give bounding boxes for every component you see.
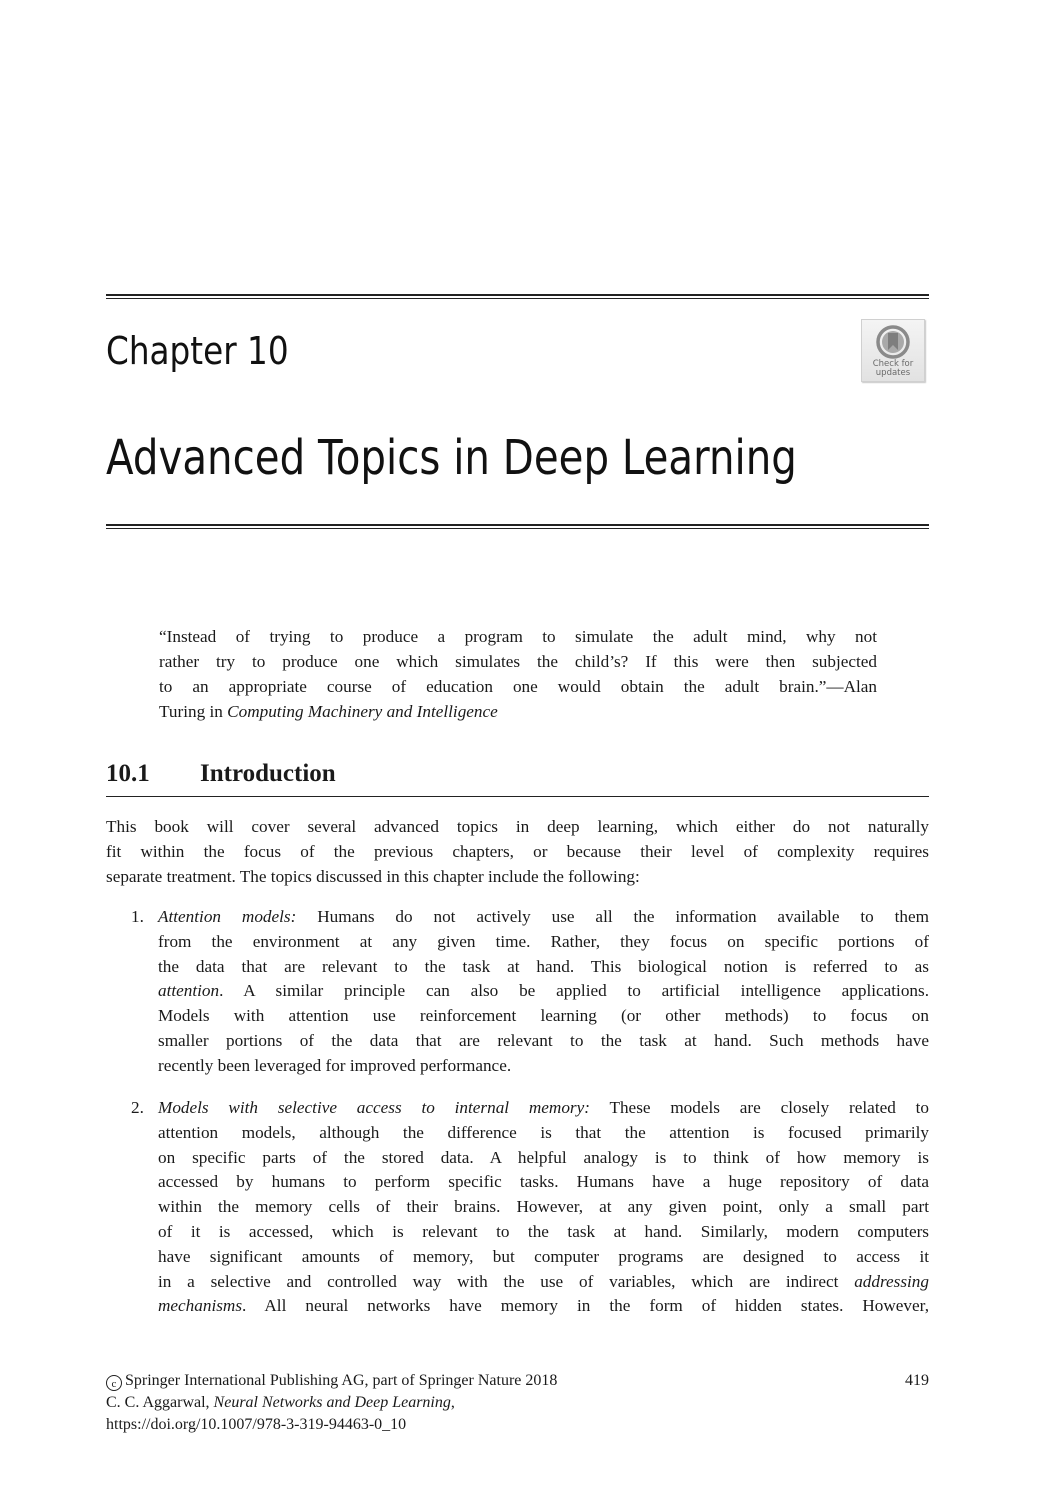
copyright-line (106, 1370, 929, 1392)
list-number: 2. (131, 1098, 144, 1117)
list-line: of it is accessed, which is relevant to the task at hand. Similarly, modern computers (158, 1221, 929, 1241)
header-rule-bottom (106, 524, 929, 529)
epigraph-line: to an appropriate course of education one would obtain the adult brain.”—Alan (159, 677, 877, 696)
check-for-updates-icon (876, 325, 910, 359)
list-line: accessed by humans to perform specific tasks. Humans have a huge repository of data (158, 1172, 929, 1192)
emphasis-mechanisms: mechanisms (158, 1296, 243, 1316)
list-line: attention models, although the difference is that the attention is focused primarily (158, 1122, 929, 1142)
list-line: on specific parts of the stored data. A helpful analogy is to think of how memory is (158, 1147, 929, 1167)
list-text: Humans do not actively use all the information available to them (296, 907, 929, 926)
book-title: Neural Networks and Deep Learning (213, 1394, 451, 1411)
page-footer (106, 1370, 929, 1436)
epigraph-quote (159, 624, 877, 724)
list-line: recently been leveraged for improved performance. (158, 1055, 512, 1075)
list-line (158, 979, 929, 1004)
list-line: within the memory cells of their brains. However, at any given point, only a small part (158, 1197, 929, 1217)
badge-line-1: Check for (872, 359, 914, 369)
list-line: Models with attention use reinforcement learning (or other methods) to focus on (158, 1006, 929, 1026)
doi-link[interactable]: https://doi.org/10.1007/978-3-319-94463-0_10 (106, 1416, 407, 1433)
list-line: have significant amounts of memory, but computer programs are designed to access it (158, 1246, 929, 1266)
section-heading (106, 760, 929, 797)
list-number: 1. (131, 907, 144, 926)
list-line (158, 1294, 929, 1319)
epigraph-attribution (159, 699, 877, 724)
list-text: These models are closely related to (589, 1098, 929, 1117)
list-line (158, 1096, 929, 1121)
source-title: Computing Machinery and Intelligence (227, 702, 498, 721)
intro-paragraph (106, 815, 929, 889)
chapter-label: Chapter 10 (106, 329, 289, 373)
badge-line-2: updates (875, 368, 911, 378)
list-term: Attention models: (158, 907, 297, 926)
paragraph-line: This book will cover several advanced topics in deep learning, which either do not naturally (106, 817, 929, 836)
list-line: from the environment at any given time. Rather, they focus on specific portions of (158, 931, 929, 951)
list-line (158, 1270, 929, 1295)
attribution-prefix: Turing in (159, 702, 228, 721)
publisher: Springer International Publishing AG, part of Springer Nature 2018 (125, 1372, 558, 1389)
list-text: . All neural networks have memory in the form of hidden states. However, (242, 1296, 929, 1316)
author: C. C. Aggarwal, (106, 1394, 214, 1411)
epigraph-line: “Instead of trying to produce a program to simulate the adult mind, why not (159, 627, 877, 646)
paragraph-line: separate treatment. The topics discussed in this chapter include the following: (106, 866, 640, 886)
epigraph-line: rather try to produce one which simulates the child’s? If this were then subjected (159, 652, 877, 671)
emphasis-attention: attention (158, 981, 220, 1001)
section-title: Introduction (200, 760, 336, 787)
list-line: the data that are relevant to the task at hand. This biological notion is referred to as (158, 956, 929, 976)
punctuation: , (450, 1394, 455, 1411)
list-line: smaller portions of the data that are relevant to the task at hand. Such methods have (158, 1030, 929, 1050)
paragraph-line: fit within the focus of the previous chapters, or because their level of complexity requires (106, 841, 929, 861)
list-term: Models with selective access to internal memory: (158, 1098, 590, 1117)
list-text: . A similar principle can also be applied to artificial intelligence applications. (219, 981, 929, 1001)
chapter-title: Advanced Topics in Deep Learning (106, 430, 797, 486)
emphasis-addressing: addressing (854, 1271, 929, 1291)
page-number: 419 (905, 1372, 929, 1389)
check-for-updates-badge[interactable] (861, 319, 925, 382)
list-line (158, 905, 929, 930)
section-number: 10.1 (106, 760, 150, 787)
copyright-icon: c (106, 1375, 122, 1391)
citation-line (106, 1392, 929, 1414)
list-text: in a selective and controlled way with the use of variables, which are indirect (158, 1271, 855, 1291)
header-rule-top (106, 294, 929, 299)
